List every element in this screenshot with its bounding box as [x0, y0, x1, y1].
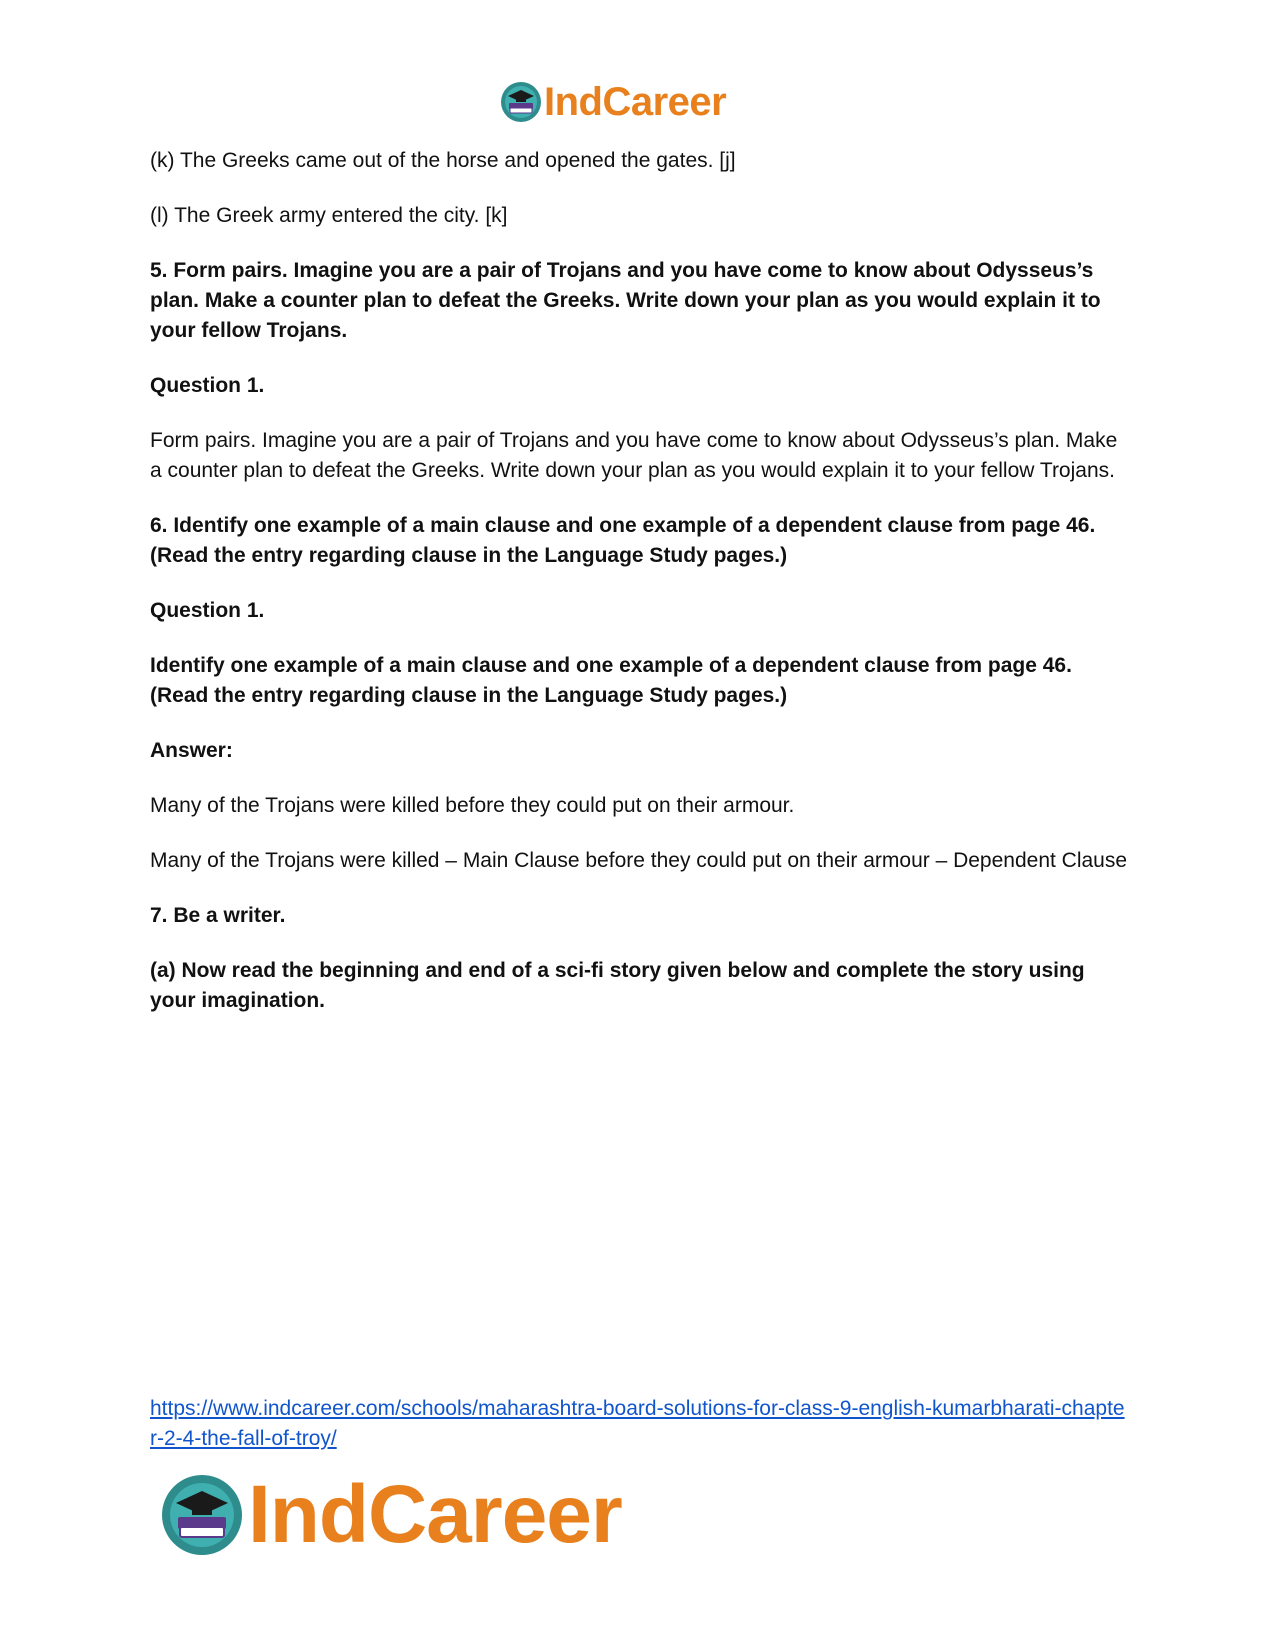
footer-logo [160, 1470, 622, 1560]
answer-label: Answer: [150, 739, 233, 762]
answer-line-k: (k) The Greeks came out of the horse and opened the gates. [j] [150, 149, 736, 172]
answer-text: Many of the Trojans were killed – Main Clause before they could put on their armour – Dependent Clause [150, 849, 1128, 872]
exercise-6-heading: 6. Identify one example of a main clause and one example of a dependent clause from page 46. (Read the entry regarding clause in the Language Study pages.) [150, 514, 1096, 567]
exercise-7-heading: 7. Be a writer. [150, 904, 286, 927]
header-logo [500, 78, 726, 126]
question-label: Question 1. [150, 599, 265, 622]
logo-wordmark: IndCareer [544, 80, 727, 124]
logo-wordmark: IndCareer [248, 1469, 622, 1560]
exercise-5-heading: 5. Form pairs. Imagine you are a pair of Trojans and you have come to know about Odysseus’s plan. Make a counter plan to defeat the Greeks. Write down your plan as you would explain it to your fellow Trojans. [150, 259, 1101, 342]
question-label: Question 1. [150, 374, 265, 397]
source-url-link[interactable]: https://www.indcareer.com/schools/maharashtra-board-solutions-for-class-9-english-kumarbharati-chapter-2-4-the-fall-of-troy/ [150, 1397, 1125, 1450]
exercise-7a-text: (a) Now read the beginning and end of a sci-fi story given below and complete the story using your imagination. [150, 959, 1085, 1012]
graduation-book-icon [160, 1473, 244, 1557]
question-text: Form pairs. Imagine you are a pair of Trojans and you have come to know about Odysseus’s plan. Make a counter plan to defeat the Greeks. Write down your plan as you would explain it to your fellow Trojans. [150, 429, 1118, 482]
answer-line-l: (l) The Greek army entered the city. [k] [150, 204, 508, 227]
question-text: Identify one example of a main clause and one example of a dependent clause from page 46. (Read the entry regarding clause in the Language Study pages.) [150, 654, 1072, 707]
answer-text: Many of the Trojans were killed before they could put on their armour. [150, 794, 795, 817]
graduation-book-icon [500, 81, 542, 123]
document-body [150, 146, 1130, 1041]
